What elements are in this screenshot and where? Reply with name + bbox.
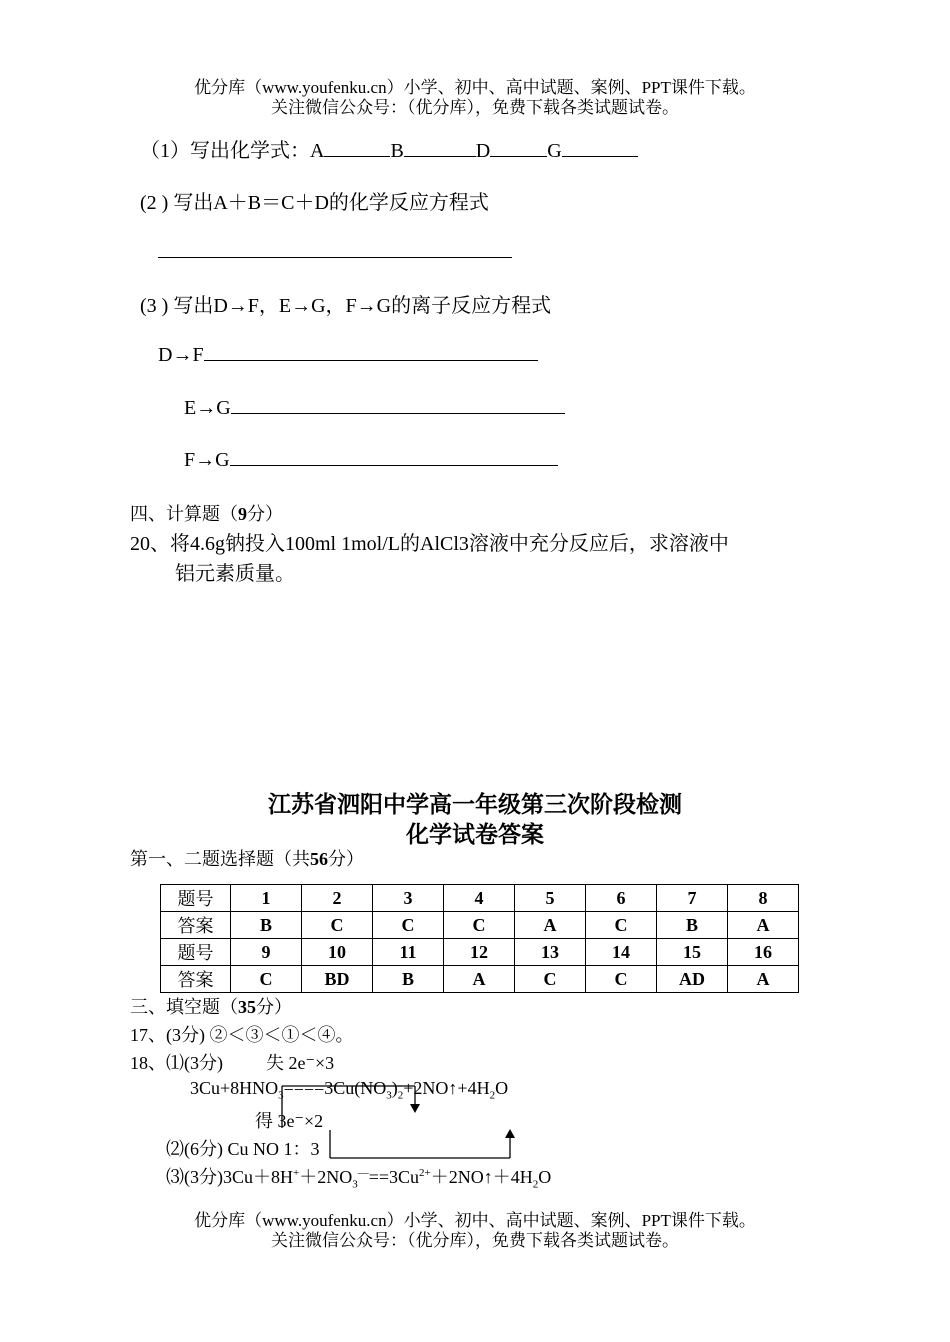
- fill-heading-score: 35: [238, 997, 256, 1017]
- table-cell: 12: [444, 939, 515, 966]
- table-cell: C: [444, 912, 515, 939]
- table-cell: C: [302, 912, 373, 939]
- table-cell: 2: [302, 885, 373, 912]
- q3-eg-line: [184, 395, 565, 420]
- eq-sub-b2: 2: [397, 1089, 404, 1102]
- table-cell: C: [373, 912, 444, 939]
- fill-heading-post: 分）: [256, 997, 292, 1017]
- table-row-header: 答案: [161, 912, 231, 939]
- eq-sub-c: 2: [489, 1089, 496, 1102]
- header-line-1: 优分库（www.youfenku.cn）小学、初中、高中试题、案例、PPT课件下载。: [194, 78, 756, 97]
- choice-heading-pre: 第一、二题选择题（共: [130, 849, 310, 869]
- q2-text: (2 ) 写出A＋B＝C＋D的化学反应方程式: [140, 192, 489, 214]
- answer-18-label: 18、: [130, 1053, 166, 1073]
- table-row-header: 答案: [161, 966, 231, 993]
- q3-fg-blank[interactable]: [230, 447, 558, 466]
- choice-heading-score: 56: [310, 849, 328, 869]
- choice-heading: [130, 845, 364, 871]
- eq-sub-a: 3: [278, 1089, 284, 1102]
- table-cell: A: [728, 966, 799, 993]
- table-row-header: 题号: [161, 885, 231, 912]
- section-4-heading-pre: 四、计算题（: [130, 504, 238, 524]
- q1-line: [140, 134, 638, 163]
- answer-18-gain: 得 3e⁻×2: [255, 1111, 324, 1131]
- q3-eg-label: E→G: [184, 397, 231, 419]
- table-cell: A: [444, 966, 515, 993]
- table-cell: B: [373, 966, 444, 993]
- answer-title-line-2: 化学试卷答案: [406, 822, 544, 848]
- table-cell: B: [231, 912, 302, 939]
- answer-17: 17、(3分) ②＜③＜①＜④。: [130, 1025, 354, 1045]
- down-arrow-icon: [410, 1104, 420, 1113]
- table-cell: 15: [657, 939, 728, 966]
- section-4-heading: [130, 500, 283, 526]
- q3-text: (3 ) 写出D→F，E→G，F→G的离子反应方程式: [140, 295, 552, 317]
- table-cell: 11: [373, 939, 444, 966]
- q20-line-1: 20、将4.6g钠投入100ml 1mol/L的AlCl3溶液中充分反应后，求溶液中: [130, 533, 729, 555]
- p3-a: ⑶(3分)3Cu＋8H: [166, 1167, 293, 1187]
- q2-answer-blank[interactable]: [158, 257, 512, 258]
- table-row: [161, 912, 799, 939]
- section-4-heading-post: 分）: [247, 504, 283, 524]
- p3-sup2: —: [357, 1167, 369, 1179]
- q20-line-2: 铝元素质量。: [175, 563, 295, 585]
- table-cell: 9: [231, 939, 302, 966]
- table-cell: B: [657, 912, 728, 939]
- q1-b-blank[interactable]: [404, 138, 476, 157]
- table-cell: 3: [373, 885, 444, 912]
- table-cell: A: [728, 912, 799, 939]
- q1-b-label: B: [390, 140, 404, 162]
- answer-18-part1: ⑴(3分): [166, 1053, 223, 1073]
- table-cell: 16: [728, 939, 799, 966]
- eq-part-c: +2NO↑+4H: [403, 1078, 490, 1098]
- fill-heading-pre: 三、填空题（: [130, 997, 238, 1017]
- table-cell: C: [515, 966, 586, 993]
- q1-g-blank[interactable]: [562, 138, 638, 157]
- eq-part-b-mid: ): [391, 1078, 398, 1098]
- table-cell: 10: [302, 939, 373, 966]
- table-cell: 1: [231, 885, 302, 912]
- q1-prefix: （1）写出化学式：: [140, 140, 310, 162]
- table-row: [161, 966, 799, 993]
- answer-18-lose: 失 2e⁻×3: [266, 1053, 335, 1073]
- footer-line-2: 关注微信公众号：（优分库），免费下载各类试题试卷。: [271, 1231, 679, 1250]
- table-row: [161, 939, 799, 966]
- q1-d-blank[interactable]: [490, 138, 547, 157]
- table-cell: 13: [515, 939, 586, 966]
- p3-d: ＋2NO↑＋4H: [430, 1167, 533, 1187]
- p3-sub: 3: [352, 1178, 358, 1191]
- section-4-score: 9: [238, 504, 247, 524]
- p3-b: ＋2NO: [299, 1167, 353, 1187]
- header-line-2: 关注微信公众号：（优分库），免费下载各类试题试卷。: [271, 98, 679, 117]
- answer-title-line-1: 江苏省泗阳中学高一年级第三次阶段检测: [268, 792, 682, 818]
- table-cell: C: [231, 966, 302, 993]
- eq-part-d: O: [495, 1078, 509, 1098]
- table-cell: 6: [586, 885, 657, 912]
- q3-eg-blank[interactable]: [231, 395, 565, 414]
- p3-sub2: 2: [532, 1178, 539, 1191]
- q1-a-label: A: [310, 140, 325, 162]
- q3-fg-line: [184, 447, 558, 472]
- q3-df-line: [158, 342, 538, 367]
- q1-g-label: G: [547, 140, 562, 162]
- table-cell: 4: [444, 885, 515, 912]
- table-cell: 8: [728, 885, 799, 912]
- eq-part-a: 3Cu+8HNO: [190, 1078, 279, 1098]
- p3-c: ==3Cu: [368, 1167, 420, 1187]
- table-cell: 14: [586, 939, 657, 966]
- up-arrow-icon: [505, 1129, 515, 1138]
- q3-df-blank[interactable]: [204, 342, 538, 361]
- table-cell: BD: [302, 966, 373, 993]
- q3-df-label: D→F: [158, 344, 204, 366]
- q1-d-label: D: [475, 140, 491, 162]
- table-cell: A: [515, 912, 586, 939]
- table-cell: 5: [515, 885, 586, 912]
- table-cell: C: [586, 912, 657, 939]
- footer-line-1: 优分库（www.youfenku.cn）小学、初中、高中试题、案例、PPT课件下载。: [194, 1211, 756, 1230]
- choice-heading-post: 分）: [328, 849, 364, 869]
- table-row-header: 题号: [161, 939, 231, 966]
- table-cell: AD: [657, 966, 728, 993]
- answer-table: [160, 884, 799, 993]
- p3-sup1: +: [293, 1167, 300, 1179]
- answer-18-part3: [166, 1163, 551, 1191]
- eq-sub-b1: 3: [386, 1089, 392, 1102]
- p3-sup3: 2+: [419, 1167, 431, 1179]
- table-row: [161, 885, 799, 912]
- p3-e: O: [538, 1167, 552, 1187]
- eq-part-b: ====3Cu(NO: [283, 1078, 387, 1098]
- table-cell: 7: [657, 885, 728, 912]
- fill-heading: [130, 993, 292, 1019]
- q1-a-blank[interactable]: [324, 138, 390, 157]
- table-cell: C: [586, 966, 657, 993]
- q3-fg-label: F→G: [184, 449, 230, 471]
- answer-18-part2: ⑵(6分) Cu NO 1：3: [166, 1139, 320, 1159]
